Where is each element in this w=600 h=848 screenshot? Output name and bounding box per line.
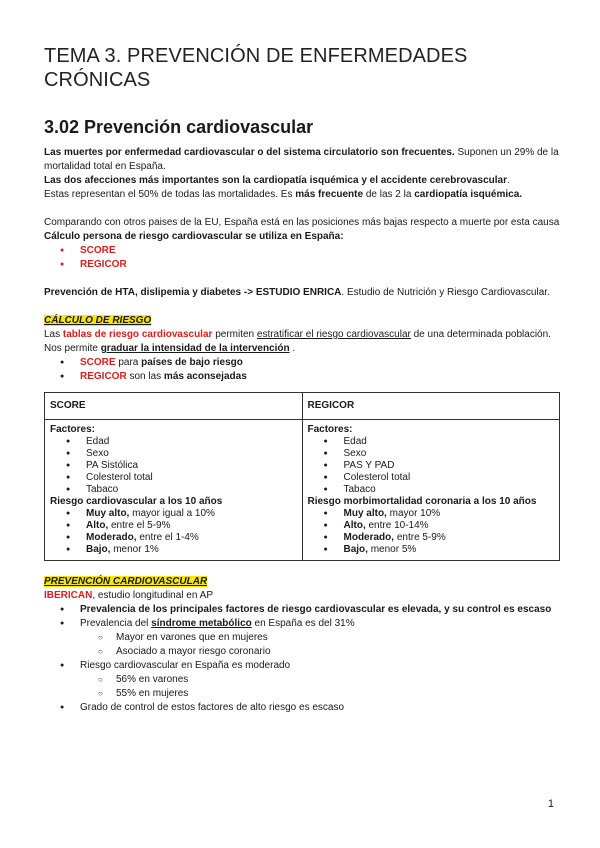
score-factors-list [50,436,297,496]
page-number: 1 [547,798,554,810]
enrica-paragraph: Prevención de HTA, dislipemia y diabetes -> ESTUDIO ENRICA. Estudio de Nutrición y Riesgo Cardiovascular. [44,287,550,298]
prevention-heading: PREVENCIÓN CARDIOVASCULAR [44,576,208,587]
calc-list [44,356,560,384]
list-item: ● Muy alto, mayor 10% [308,508,555,520]
intro-paragraph-4: Comparando con otros paises de la EU, España está en las posiciones más bajas respecto a muerte por esta causa [44,217,560,228]
list-item: ● SCORE para países de bajo riesgo [44,356,560,370]
list-item: ○ 55% en mujeres [44,687,560,701]
list-item: ● Muy alto, mayor igual a 10% [50,508,297,520]
iberican-line: IBERICAN, estudio longitudinal en AP [44,590,213,601]
risk-calc-intro: Cálculo persona de riesgo cardiovascular se utiliza en España: [44,231,344,242]
list-item: ● Tabaco [50,484,297,496]
table-header-score: SCORE [45,393,303,420]
list-item: ● Sexo [50,448,297,460]
list-item: ● PAS Y PAD [308,460,555,472]
metabolic-sublist [44,631,560,659]
list-item: ● Moderado, entre 5-9% [308,532,555,544]
list-item: ● Alto, entre 10-14% [308,520,555,532]
prevention-list-3 [44,701,560,715]
regicor-risk-list [308,508,555,556]
table-header-regicor: REGICOR [302,393,560,420]
list-item: ● Sexo [308,448,555,460]
list-item: ● Edad [50,436,297,448]
intro-paragraph-1: Las muertes por enfermedad cardiovascular o del sistema circulatorio son frecuentes. Suponen un 29% de la mortalidad total en España. [44,147,559,172]
prevention-list-2 [44,659,560,673]
list-item: ● Riesgo cardiovascular en España es moderado [44,659,560,673]
table-cell-regicor: Factores: ● Edad ● Sexo ● PAS Y PAD ● Colesterol total ● Tabaco Riesgo morbimortalidad coronaria a los 10 años ● Muy alto, mayor 10% ● Alto, entre 10-14% ● Moderado, entre 5-9% ● Bajo, menor 5% [302,420,560,561]
document-body [44,146,560,715]
list-item: ● Edad [308,436,555,448]
list-item: ● Grado de control de estos factores de alto riesgo es escaso [44,701,560,715]
intro-paragraph-2: Las dos afecciones más importantes son la cardiopatía isquémica y el accidente cerebrovascular. [44,175,510,186]
table-cell-score: Factores: ● Edad ● Sexo ● PA Sistólica ● Colesterol total ● Tabaco Riesgo cardiovascular a los 10 años ● Muy alto, mayor igual a 10% ● Alto, entre el 5-9% ● Moderado, entre el 1-4% ● Bajo, menor 1% [45,420,303,561]
list-item: ● PA Sistólica [50,460,297,472]
prevention-list [44,603,560,631]
list-item: ○ 56% en varones [44,673,560,687]
list-item: ● REGICOR son las más aconsejadas [44,370,560,384]
list-item: ○ Mayor en varones que en mujeres [44,631,560,645]
list-item: ● Alto, entre el 5-9% [50,520,297,532]
intro-paragraph-3: Estas representan el 50% de todas las mortalidades. Es más frecuente de las 2 la cardiopatía isquémica. [44,189,523,200]
list-item: ● Prevalencia del síndrome metabólico en España es del 31% [44,617,560,631]
list-item: ○ Asociado a mayor riesgo coronario [44,645,560,659]
list-item: ● REGICOR [44,258,560,272]
section-heading: 3.02 Prevención cardiovascular [44,117,314,137]
list-item: ● Bajo, menor 5% [308,544,555,556]
calc-paragraph: Las tablas de riesgo cardiovascular permiten estratificar el riesgo cardiovascular de una determinada población. Nos permite graduar la intensidad de la intervención . [44,329,551,354]
risk-tools-list [44,244,560,272]
regicor-factors-list [308,436,555,496]
list-item: ● Colesterol total [308,472,555,484]
list-item: ● Moderado, entre el 1-4% [50,532,297,544]
risk-comparison-table [44,392,560,561]
list-item: ● Tabaco [308,484,555,496]
list-item: ● Colesterol total [50,472,297,484]
risk-sublist [44,673,560,701]
list-item: ● Prevalencia de los principales factores de riesgo cardiovascular es elevada, y su control es escaso [44,603,560,617]
calc-heading: CÁLCULO DE RIESGO [44,315,152,326]
page-title: TEMA 3. PREVENCIÓN DE ENFERMEDADES CRÓNICAS [44,45,468,91]
score-risk-list [50,508,297,556]
list-item: ● SCORE [44,244,560,258]
list-item: ● Bajo, menor 1% [50,544,297,556]
